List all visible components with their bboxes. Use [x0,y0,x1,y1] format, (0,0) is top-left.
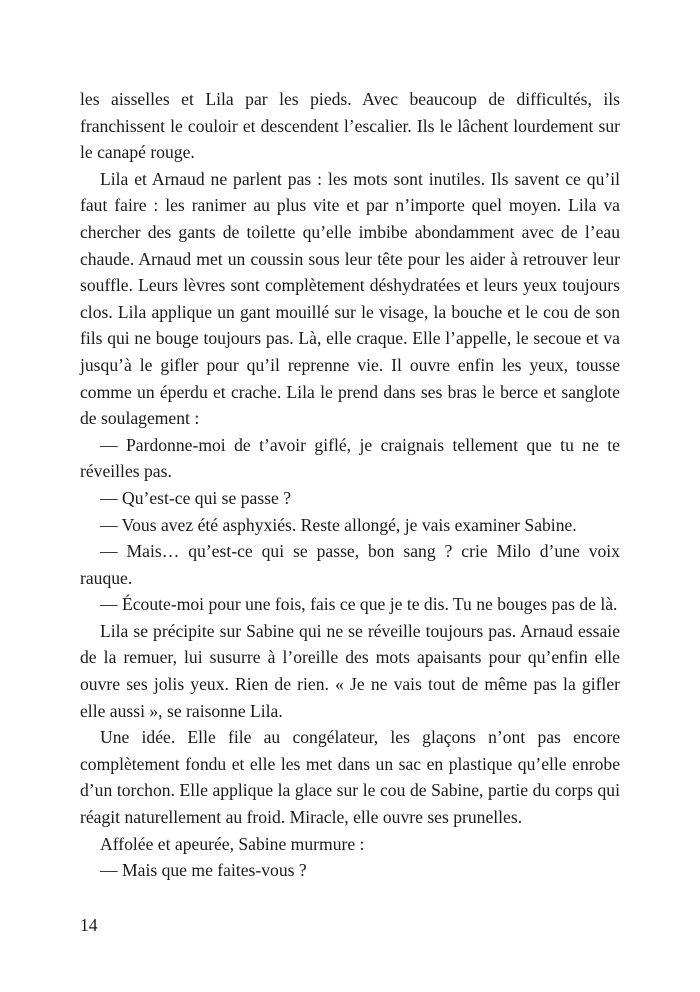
paragraph-narration: Lila se précipite sur Sabine qui ne se réveille toujours pas. Arnaud essaie de la remuer, lui susurre à l’oreille des mots apaisants pour qu’enfin elle ouvre ses jolis yeux. Rien de rien. « Je ne vais tout de même pas la gifler elle aussi », se raisonne Lila. [80,620,620,721]
paragraph-continuation: les aisselles et Lila par les pieds. Avec beaucoup de difficultés, ils franchissent le couloir et descendent l’escalier. Ils le lâchent lourdement sur le canapé rouge. [80,89,620,163]
dialogue-line: — Qu’est-ce qui se passe ? [100,487,292,508]
page-body [80,86,620,884]
dialogue-line: — Mais que me faites-vous ? [100,860,307,881]
dialogue-line: — Vous avez été asphyxiés. Reste allongé, je vais examiner Sabine. [100,514,577,535]
dialogue-line: — Mais… qu’est-ce qui se passe, bon sang ? crie Milo d’une voix rauque. [80,541,620,588]
paragraph-narration: Une idée. Elle file au congélateur, les glaçons n’ont pas encore complètement fondu et elle les met dans un sac en plastique qu’elle enrobe d’un torchon. Elle applique la glace sur le cou de Sabine, partie du corps qui réagit naturellement au froid. Miracle, elle ouvre ses prunelles. [80,727,620,828]
dialogue-line: — Écoute-moi pour une fois, fais ce que je te dis. Tu ne bouges pas de là. [100,594,618,615]
paragraph-narration: Affolée et apeurée, Sabine murmure : [100,833,365,854]
dialogue-line: — Pardonne-moi de t’avoir giflé, je craignais tellement que tu ne te réveilles pas. [80,434,620,482]
page-number: 14 [80,915,98,935]
paragraph-narration: Lila et Arnaud ne parlent pas : les mots sont inutiles. Ils savent ce qu’il faut faire : les ranimer au plus vite et par n’importe quel moyen. Lila va chercher des gants de toilette qu’elle imbibe abondamment avec de l’eau chaude. Arnaud met un coussin sous leur tête pour les aider à retrouver leur souffle. Leurs lèvres sont complètement déshydratées et leurs yeux toujours clos. Lila applique un gant mouillé sur le visage, la bouche et le cou de son fils qui ne bouge toujours pas. Là, elle craque. Elle l’appelle, le secoue et va jusqu’à le gifler pour qu’il reprenne vie. Il ouvre enfin les yeux, tousse comme un éperdu et crache. Lila le prend dans ses bras le berce et sanglote de soulagement : [80,168,620,429]
